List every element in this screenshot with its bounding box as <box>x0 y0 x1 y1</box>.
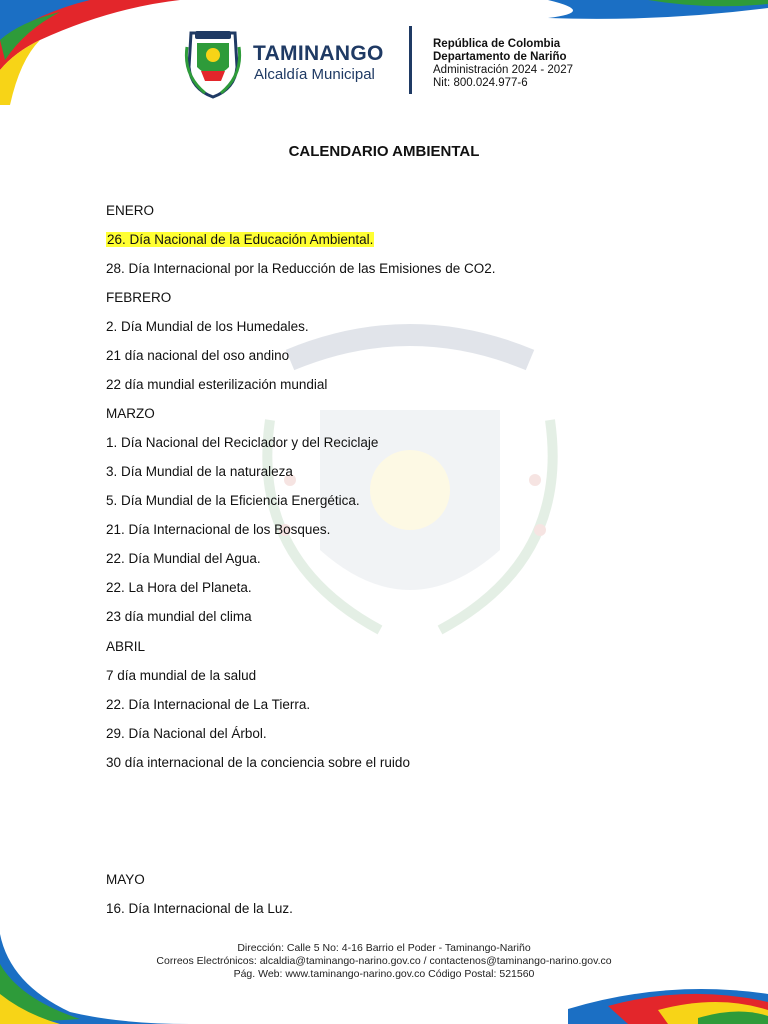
gov-administration: Administración 2024 - 2027 <box>433 64 573 76</box>
calendar-entry: 22. Día Internacional de La Tierra. <box>106 697 311 712</box>
calendar-entry: 23 día mundial del clima <box>106 609 252 624</box>
month-heading: MARZO <box>106 406 155 421</box>
calendar-entry: 22. La Hora del Planeta. <box>106 580 252 595</box>
letterhead-footer <box>0 942 768 981</box>
calendar-entry: 16. Día Internacional de la Luz. <box>106 901 293 916</box>
calendar-entry-highlighted <box>106 231 374 248</box>
gov-department: Departamento de Nariño <box>433 51 567 63</box>
calendar-entry: 2. Día Mundial de los Humedales. <box>106 319 309 334</box>
footer-website: Pág. Web: www.taminango-narino.gov.co Código Postal: 521560 <box>233 968 535 980</box>
brand-subtitle: Alcaldía Municipal <box>254 66 375 83</box>
calendar-entry: 22. Día Mundial del Agua. <box>106 551 261 566</box>
footer-emails: Correos Electrónicos: alcaldia@taminango-narino.gov.co / contactenos@taminango-narino.gov.co <box>156 955 612 967</box>
highlighted-text: 26. Día Nacional de la Educación Ambiental. <box>107 232 374 247</box>
brand-name: TAMINANGO <box>253 42 384 65</box>
calendar-entry: 30 día internacional de la conciencia sobre el ruido <box>106 755 410 770</box>
header-divider <box>409 26 412 94</box>
calendar-entry: 28. Día Internacional por la Reducción de las Emisiones de CO2. <box>106 261 496 276</box>
calendar-entry: 1. Día Nacional del Reciclador y del Reciclaje <box>106 435 379 450</box>
calendar-entry: 21 día nacional del oso andino <box>106 348 290 363</box>
gov-nit: Nit: 800.024.977-6 <box>433 77 528 89</box>
letterhead <box>0 0 768 110</box>
calendar-entry: 5. Día Mundial de la Eficiencia Energética. <box>106 493 360 508</box>
bottom-right-ribbon <box>568 974 768 1024</box>
calendar-entry: 21. Día Internacional de los Bosques. <box>106 522 331 537</box>
calendar-entry: 22 día mundial esterilización mundial <box>106 377 328 392</box>
month-heading: MAYO <box>106 872 145 887</box>
coat-of-arms-watermark <box>250 300 570 660</box>
month-heading: ENERO <box>106 203 155 218</box>
gov-country: República de Colombia <box>433 38 561 50</box>
month-heading: ABRIL <box>106 639 146 654</box>
government-info <box>433 38 573 90</box>
municipal-shield-icon <box>183 27 243 99</box>
document-title: CALENDARIO AMBIENTAL <box>288 143 480 160</box>
calendar-entry: 7 día mundial de la salud <box>106 668 257 683</box>
month-heading: FEBRERO <box>106 290 172 305</box>
calendar-entry: 29. Día Nacional del Árbol. <box>106 726 267 741</box>
footer-address: Dirección: Calle 5 No: 4-16 Barrio el Poder - Taminango-Nariño <box>237 942 531 954</box>
calendar-entry: 3. Día Mundial de la naturaleza <box>106 464 293 479</box>
